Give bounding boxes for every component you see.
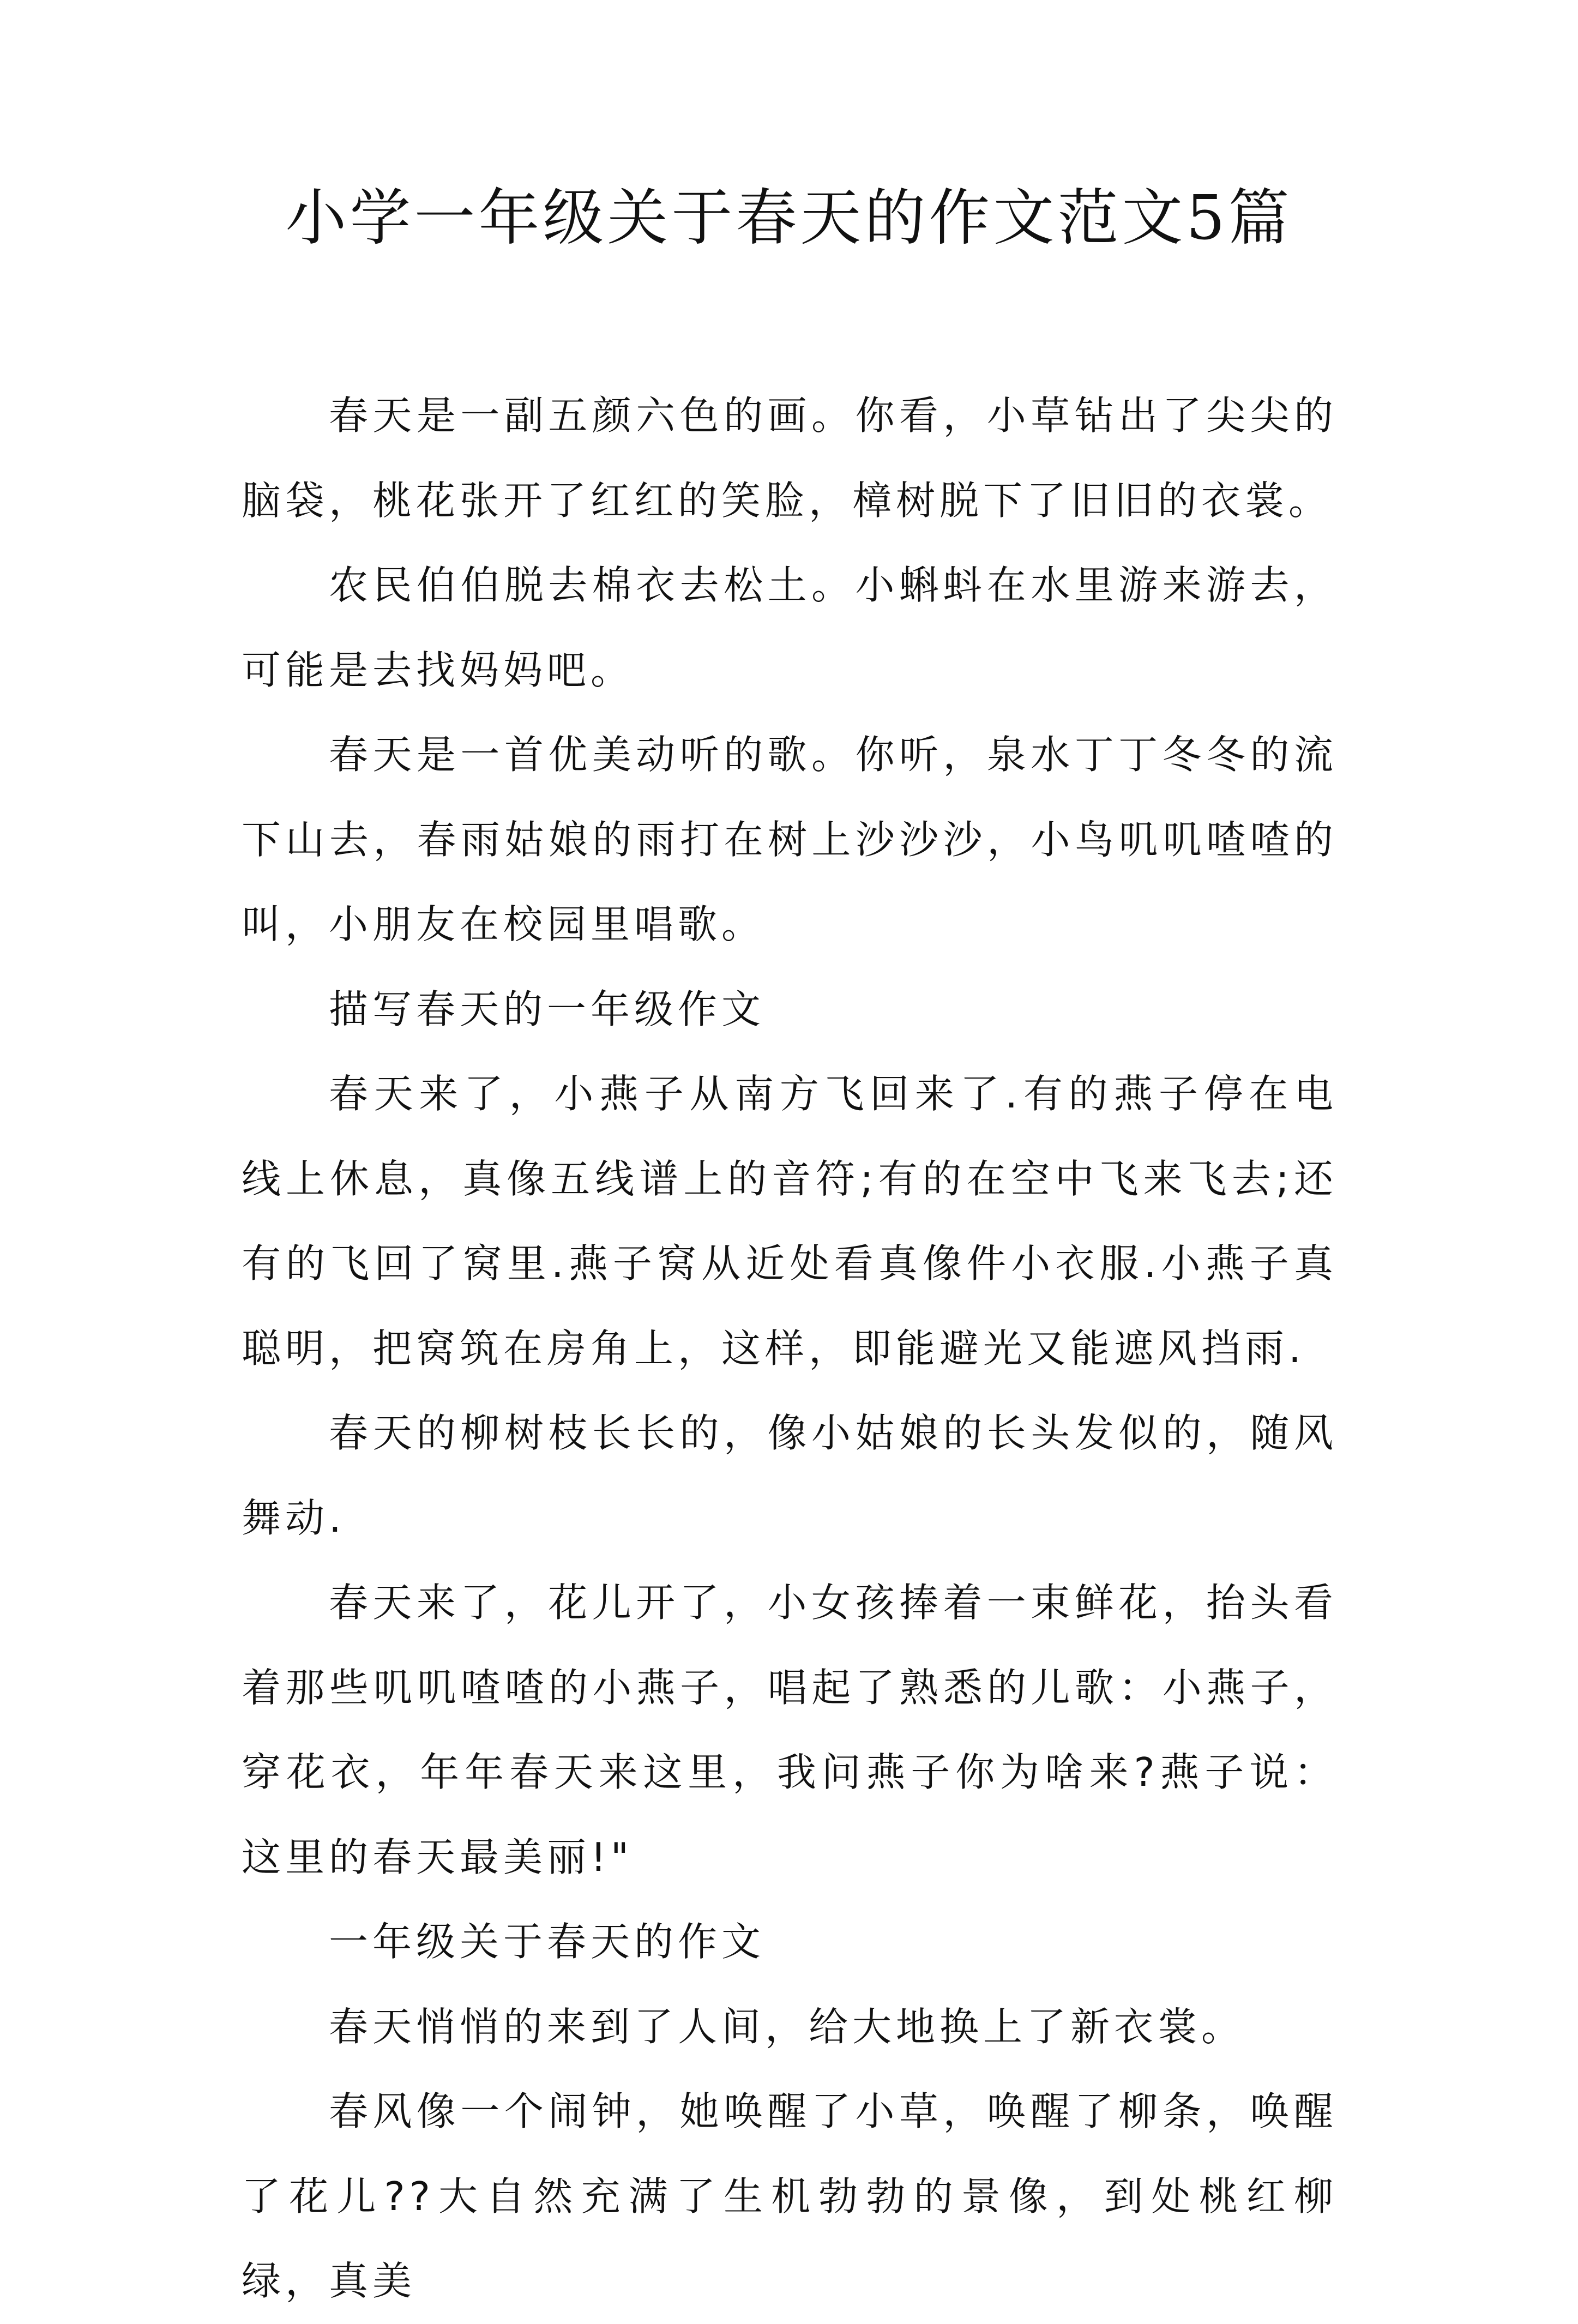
section-heading: 描写春天的一年级作文 bbox=[329, 986, 766, 1032]
paragraph: 春天的柳树枝长长的，像小姑娘的长头发似的，随风舞动. bbox=[242, 1410, 1338, 1541]
paragraph: 春天来了，花儿开了，小女孩捧着一束鲜花，抬头看着那些叽叽喳喳的小燕子，唱起了熟悉的儿歌：小燕子，穿花衣，年年春天来这里，我问燕子你为啥来?燕子说：这里的春天最美丽!" bbox=[242, 1580, 1338, 1880]
document-body bbox=[242, 374, 1338, 2324]
paragraph: 农民伯伯脱去棉衣去松土。小蝌蚪在水里游来游去，可能是去找妈妈吧。 bbox=[242, 562, 1338, 693]
paragraph: 春风像一个闹钟，她唤醒了小草，唤醒了柳条，唤醒了花儿??大自然充满了生机勃勃的景像，到处桃红柳绿，真美 bbox=[242, 2088, 1338, 2304]
paragraph: 春天是一副五颜六色的画。你看，小草钻出了尖尖的脑袋，桃花张开了红红的笑脸，樟树脱下了旧旧的衣裳。 bbox=[242, 393, 1338, 523]
paragraph: 春天是一首优美动听的歌。你听，泉水丁丁冬冬的流下山去，春雨姑娘的雨打在树上沙沙沙，小鸟叽叽喳喳的叫，小朋友在校园里唱歌。 bbox=[242, 732, 1338, 947]
section-heading: 一年级关于春天的作文 bbox=[329, 1919, 766, 1965]
paragraph: 春天悄悄的来到了人间，给大地换上了新衣裳。 bbox=[329, 2003, 1245, 2050]
document-title: 小学一年级关于春天的作文范文5篇 bbox=[285, 183, 1293, 254]
paragraph: 春天来了，小燕子从南方飞回来了.有的燕子停在电线上休息，真像五线谱上的音符;有的在空中飞来飞去;还有的飞回了窝里.燕子窝从近处看真像件小衣服.小燕子真聪明，把窝筑在房角上，这样，即能避光又能遮风挡雨. bbox=[242, 1071, 1338, 1371]
